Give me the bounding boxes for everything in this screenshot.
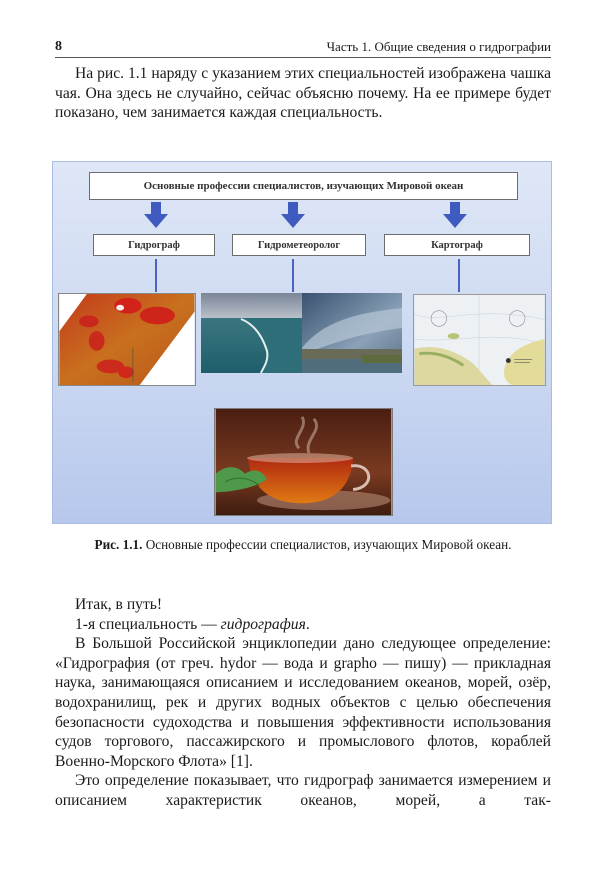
storm-cloud-image [302,293,402,373]
figure-caption [55,536,551,553]
connector-line [458,259,460,292]
profession-box-hydrographer: Гидрограф [93,234,215,256]
page-number: 8 [55,39,62,54]
body-line-1: Итак, в путь! [75,596,163,613]
ocean-meeting-image [201,293,302,373]
intro-paragraph: На рис. 1.1 наряду с указанием этих специальностей изображена чашка чая. Она здесь не случайно, сейчас объясню почему. На ее примере будет показано, чем занимается каждая специальность. [55,65,551,122]
line2-italic-term: гидрография [220,615,306,633]
nautical-chart-image [413,294,546,386]
profession-box-hydrometeorologist: Гидрометеоролог [232,234,366,256]
tea-cup-image [214,408,393,516]
profession-box-cartographer: Картограф [384,234,530,256]
arrow-down-icon [144,202,168,228]
line2-suffix: . [305,615,310,633]
arrow-down-icon [443,202,467,228]
connector-line [292,259,294,292]
caption-label: Рис. 1.1. [94,537,143,552]
bathymetry-image [58,293,196,386]
definition-paragraph: В Большой Российской энциклопедии дано следующее определение: «Гидрография (от греч. hydor — вода и grapho — пишу) — прикладная наука, занимающаяся описанием и исследованием океанов, морей, озёр, водохранилищ, рек и других водных объектов с целью обеспечения безопасности судоходства и повышения эффективности использования судов торгового, пассажирского и промыслового флотов, кораблей Военно-Морского Флота» [1]. [55,635,551,770]
body-text [55,595,551,811]
running-title: Часть 1. Общие сведения о гидрографии [326,39,551,54]
intro-paragraph-block [55,64,551,123]
body-line-2 [55,615,551,635]
line2-prefix: 1-я специальность — [75,615,221,633]
closing-paragraph: Это определение показывает, что гидрограф занимается измерением и описанием характеристик океанов, морей, а так- [55,772,551,809]
figure-1-1 [52,161,552,524]
arrow-down-icon [281,202,305,228]
connector-line [155,259,157,292]
caption-text: Основные профессии специалистов, изучающих Мировой океан. [145,537,512,552]
figure-title-box: Основные профессии специалистов, изучающих Мировой океан [89,172,518,200]
running-header [55,38,551,58]
